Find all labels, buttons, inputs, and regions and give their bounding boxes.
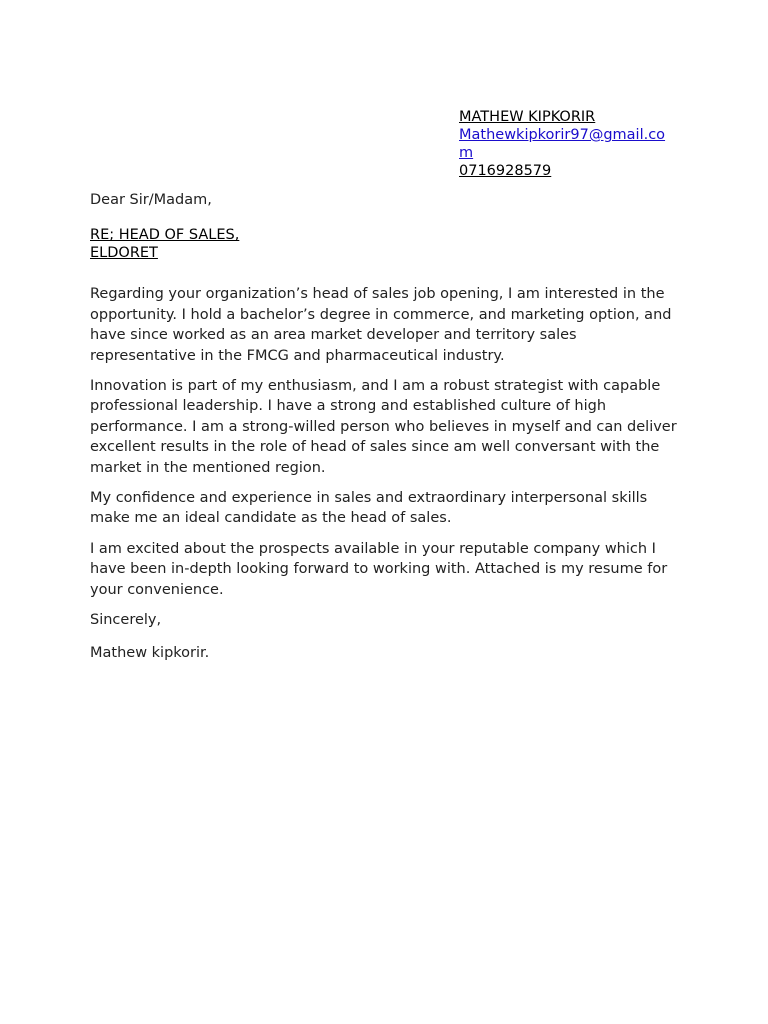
subject-line-2: ELDORET	[90, 245, 158, 262]
sender-contact-block	[459, 108, 679, 180]
signature: Mathew kipkorir.	[90, 644, 210, 661]
sender-phone: 0716928579	[459, 163, 552, 179]
closing: Sincerely,	[90, 612, 162, 629]
subject-line	[90, 226, 680, 262]
paragraph-closing-remarks: I am excited about the prospects available in your reputable company which I have been in-depth looking forward to working with. Attached is my resume for your convenience.	[90, 540, 668, 598]
paragraph-intro: Regarding your organization’s head of sales job opening, I am interested in the opportunity. I hold a bachelor’s degree in commerce, and marketing option, and have since worked as an area market developer and territory sales representative in the FMCG and pharmaceutical industry.	[90, 286, 672, 364]
sender-name: MATHEW KIPKORIR	[459, 109, 596, 125]
salutation: Dear Sir/Madam,	[90, 192, 212, 208]
subject-line-1: RE; HEAD OF SALES,	[90, 227, 240, 244]
paragraph-innovation: Innovation is part of my enthusiasm, and I am a robust strategist with capable professional leadership. I have a strong and established culture of high performance. I am a strong-willed person who believes in myself and can deliver excellent results in the role of head of sales since am well conversant with the market in the mentioned region.	[90, 378, 677, 476]
letter-body	[90, 190, 680, 663]
paragraph-confidence: My confidence and experience in sales and extraordinary interpersonal skills make me an ideal candidate as the head of sales.	[90, 490, 648, 527]
sender-email-link[interactable]: Mathewkipkorir97@gmail.com	[459, 127, 666, 161]
